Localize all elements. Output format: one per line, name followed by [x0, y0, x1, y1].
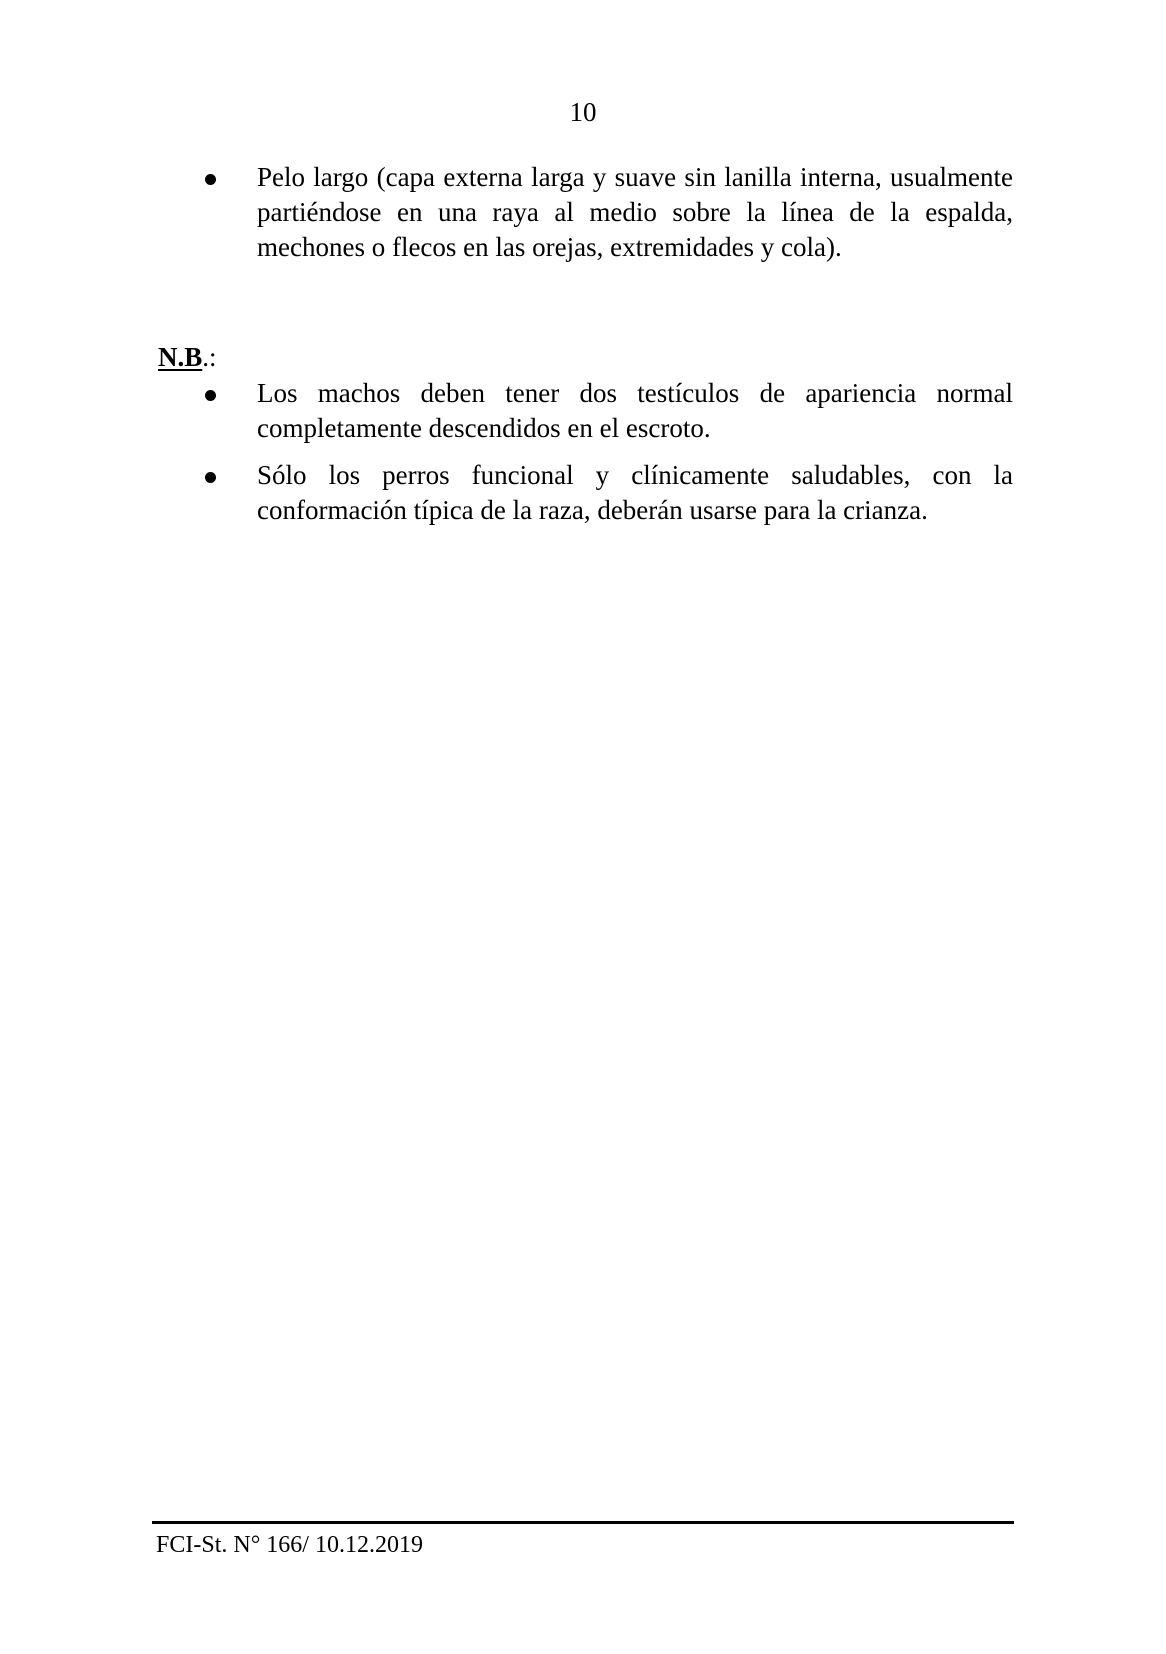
list-item	[205, 160, 1013, 262]
bullet-text: Sólo los perros funcional y clínicamente saludables, con la conformación típica de la raza, deberán usarse para la crianza.	[257, 460, 1013, 525]
bullet-icon	[205, 472, 216, 483]
bullet-icon	[205, 174, 216, 185]
footer-reference: FCI-St. N° 166/ 10.12.2019	[156, 1532, 423, 1558]
footer-divider	[152, 1521, 1014, 1524]
nb-heading	[158, 340, 217, 375]
list-item	[205, 376, 1013, 443]
nb-suffix: .:	[202, 342, 217, 372]
list-item	[205, 458, 1013, 525]
bullet-text: Los machos deben tener dos testículos de apariencia normal completamente descendidos en el escroto.	[257, 378, 1013, 443]
bullet-icon	[205, 390, 216, 401]
page-number: 10	[569, 97, 597, 127]
bullet-text: Pelo largo (capa externa larga y suave sin lanilla interna, usualmente partiéndose en una raya al medio sobre la línea de la espalda, mechones o flecos en las orejas, extremidades y cola).	[257, 162, 1013, 262]
nb-label: N.B	[158, 342, 203, 372]
